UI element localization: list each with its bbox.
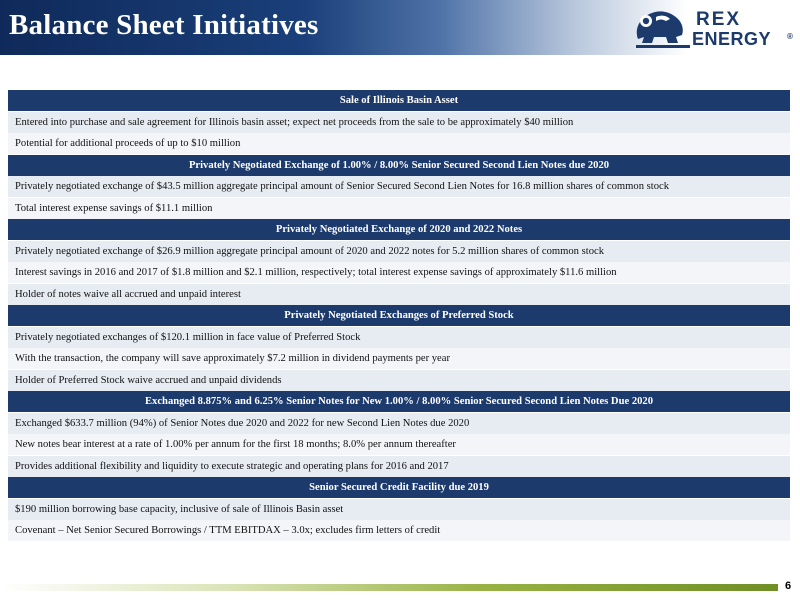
table-row: New notes bear interest at a rate of 1.00% per annum for the first 18 months; 8.0% per annum thereafter — [8, 434, 790, 455]
table-row: Entered into purchase and sale agreement for Illinois basin asset; expect net proceeds from the sale to be approximately $40 million — [8, 112, 790, 133]
section-header: Senior Secured Credit Facility due 2019 — [8, 477, 790, 498]
table-row: Total interest expense savings of $11.1 million — [8, 198, 790, 219]
table-row: Covenant – Net Senior Secured Borrowings / TTM EBITDAX – 3.0x; excludes firm letters of credit — [8, 520, 790, 541]
table-row: With the transaction, the company will save approximately $7.2 million in dividend payments per year — [8, 348, 790, 369]
initiatives-table — [8, 90, 790, 542]
table-row: Exchanged $633.7 million (94%) of Senior Notes due 2020 and 2022 for new Second Lien Notes due 2020 — [8, 413, 790, 434]
table-row: Interest savings in 2016 and 2017 of $1.8 million and $2.1 million, respectively; total interest expense savings of approximately $11.6 million — [8, 262, 790, 283]
table-row: Holder of Preferred Stock waive accrued and unpaid dividends — [8, 370, 790, 391]
header-bar — [0, 0, 800, 55]
page-title: Balance Sheet Initiatives — [9, 9, 319, 41]
table-row: Provides additional flexibility and liquidity to execute strategic and operating plans for 2016 and 2017 — [8, 456, 790, 477]
section-header: Privately Negotiated Exchange of 1.00% / 8.00% Senior Secured Second Lien Notes due 2020 — [8, 155, 790, 176]
table-row: Privately negotiated exchanges of $120.1 million in face value of Preferred Stock — [8, 327, 790, 348]
lion-icon — [636, 11, 690, 48]
table-row: Privately negotiated exchange of $43.5 million aggregate principal amount of Senior Secured Second Lien Notes for 16.8 million shares of common stock — [8, 176, 790, 197]
company-logo — [632, 3, 800, 51]
footer-bar — [0, 584, 778, 591]
table-row: $190 million borrowing base capacity, inclusive of sale of Illinois Basin asset — [8, 499, 790, 520]
section-header: Privately Negotiated Exchange of 2020 and 2022 Notes — [8, 219, 790, 240]
table-row: Privately negotiated exchange of $26.9 million aggregate principal amount of 2020 and 2022 notes for 5.2 million shares of common stock — [8, 241, 790, 262]
logo-text-energy: ENERGY — [692, 29, 772, 49]
section-header: Sale of Illinois Basin Asset — [8, 90, 790, 111]
table-row: Potential for additional proceeds of up to $10 million — [8, 133, 790, 154]
table-row: Holder of notes waive all accrued and unpaid interest — [8, 284, 790, 305]
logo-text-rex: REX — [696, 9, 742, 30]
section-header: Privately Negotiated Exchanges of Preferred Stock — [8, 305, 790, 326]
logo-registered-mark: ® — [787, 32, 793, 41]
page-number: 6 — [785, 580, 792, 592]
section-header: Exchanged 8.875% and 6.25% Senior Notes for New 1.00% / 8.00% Senior Secured Second Lien Notes Due 2020 — [8, 391, 790, 412]
